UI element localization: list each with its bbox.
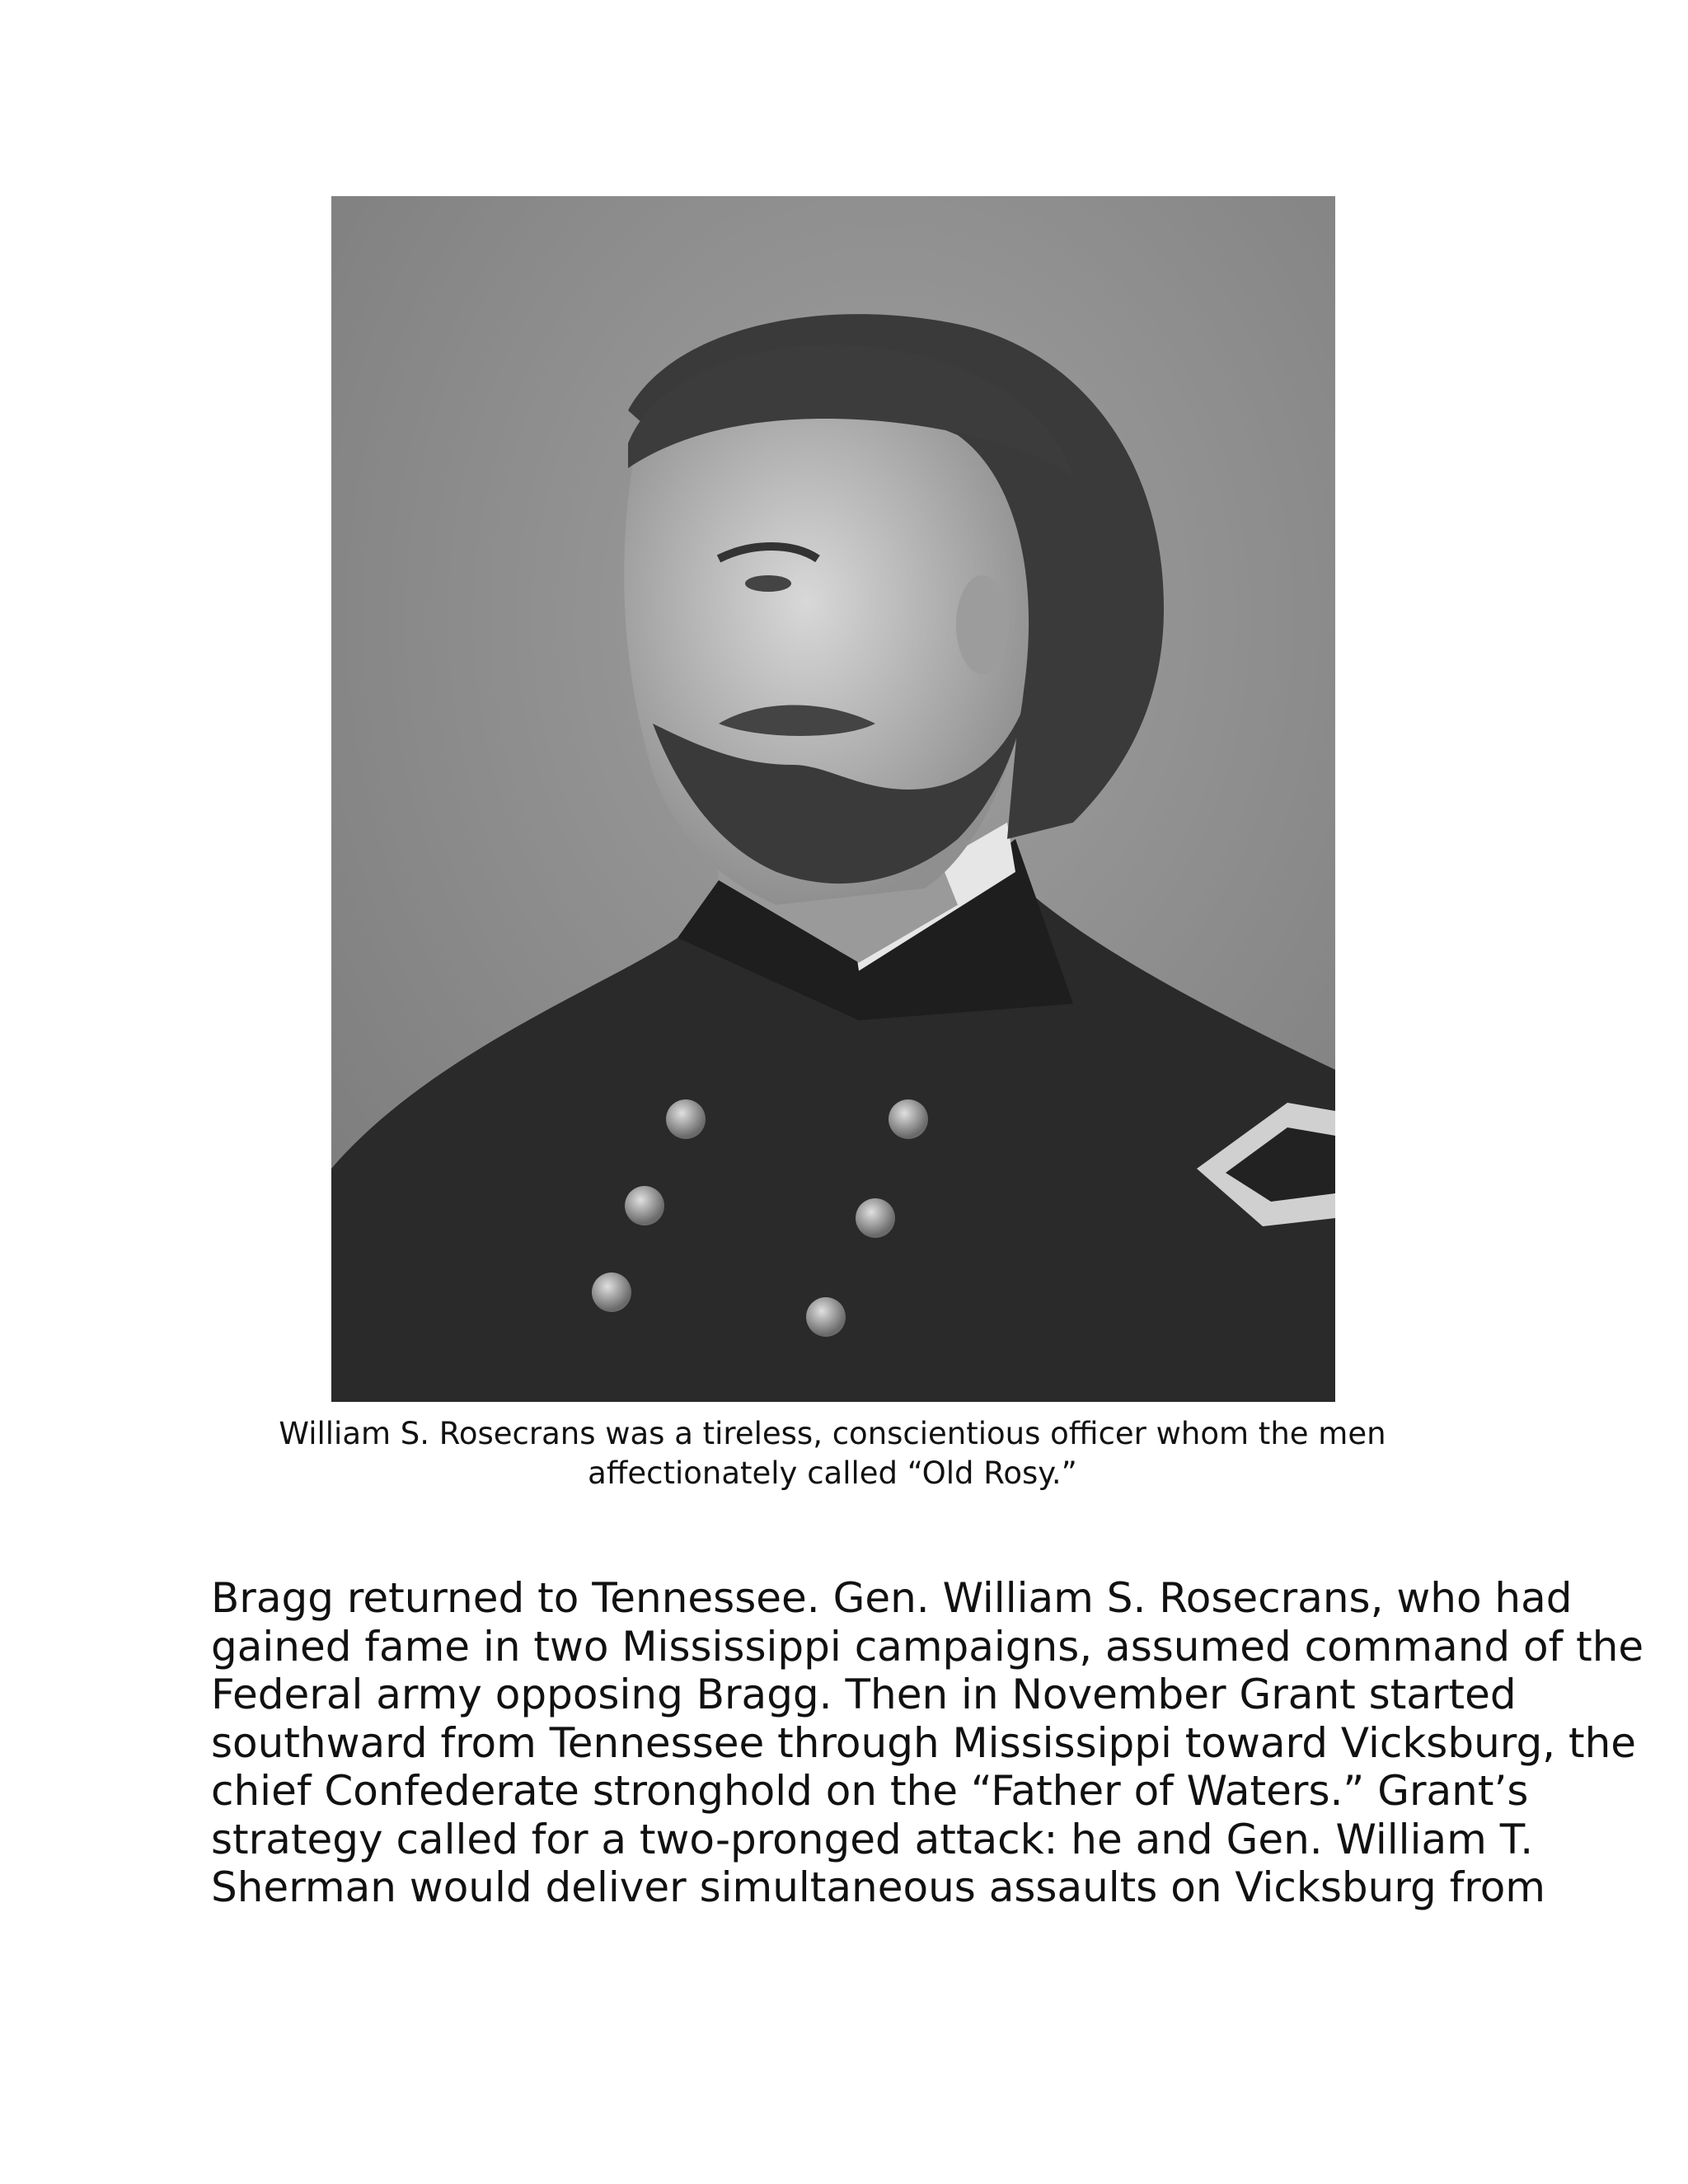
portrait-photo xyxy=(331,196,1335,1402)
body-line: Bragg returned to Tennessee. Gen. William S. Rosecrans, who had xyxy=(211,1574,1573,1622)
body-paragraph xyxy=(211,1574,1644,1912)
portrait-illustration xyxy=(331,196,1335,1402)
body-line: strategy called for a two-pronged attack: he and Gen. William T. xyxy=(211,1815,1534,1863)
figure-caption xyxy=(247,1414,1418,1493)
body-line: Sherman would deliver simultaneous assaults on Vicksburg from xyxy=(211,1863,1545,1911)
caption-line: William S. Rosecrans was a tireless, conscientious officer whom the men xyxy=(279,1416,1386,1451)
body-line: chief Confederate stronghold on the “Father of Waters.” Grant’s xyxy=(211,1767,1529,1815)
caption-line: affectionately called “Old Rosy.” xyxy=(588,1455,1077,1491)
body-line: gained fame in two Mississippi campaigns, assumed command of the xyxy=(211,1622,1644,1671)
body-line: southward from Tennessee through Mississippi toward Vicksburg, the xyxy=(211,1718,1637,1767)
body-line: Federal army opposing Bragg. Then in November Grant started xyxy=(211,1671,1517,1718)
